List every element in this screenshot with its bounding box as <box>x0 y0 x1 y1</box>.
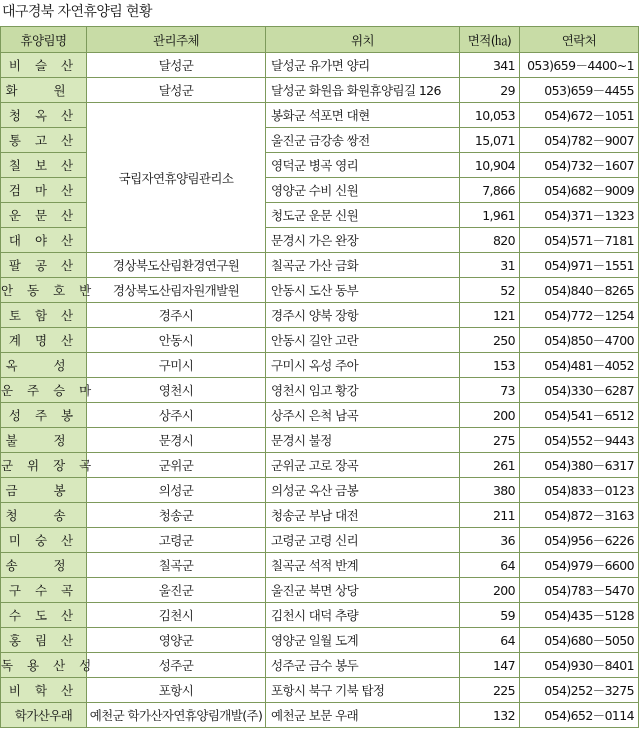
contact-number: 054)732－1607 <box>520 153 639 178</box>
managing-body: 경주시 <box>87 303 266 328</box>
area-value: 147 <box>460 653 520 678</box>
area-value: 10,904 <box>460 153 520 178</box>
contact-number: 054)330－6287 <box>520 378 639 403</box>
forest-name: 불 정 <box>1 428 87 453</box>
forest-name: 통 고 산 <box>1 128 87 153</box>
table-row <box>1 678 639 703</box>
recreation-forest-table <box>0 26 639 728</box>
managing-body: 고령군 <box>87 528 266 553</box>
contact-number: 054)481－4052 <box>520 353 639 378</box>
table-row <box>1 303 639 328</box>
location: 군위군 고로 장곡 <box>266 453 460 478</box>
area-value: 250 <box>460 328 520 353</box>
forest-name: 안 동 호 반 <box>1 278 87 303</box>
table-row <box>1 403 639 428</box>
area-value: 64 <box>460 628 520 653</box>
managing-body: 상주시 <box>87 403 266 428</box>
contact-number: 054)541－6512 <box>520 403 639 428</box>
contact-number: 054)930－8401 <box>520 653 639 678</box>
managing-body: 국립자연휴양림관리소 <box>87 103 266 253</box>
contact-number: 054)850－4700 <box>520 328 639 353</box>
area-value: 211 <box>460 503 520 528</box>
contact-number: 054)872－3163 <box>520 503 639 528</box>
contact-number: 054)772－1254 <box>520 303 639 328</box>
header-name: 휴양림명 <box>1 27 87 53</box>
contact-number: 054)380－6317 <box>520 453 639 478</box>
forest-name: 송 정 <box>1 553 87 578</box>
contact-number: 054)979－6600 <box>520 553 639 578</box>
table-row <box>1 628 639 653</box>
forest-name: 수 도 산 <box>1 603 87 628</box>
area-value: 380 <box>460 478 520 503</box>
table-row <box>1 278 639 303</box>
location: 영덕군 병곡 영리 <box>266 153 460 178</box>
table-row <box>1 253 639 278</box>
location: 안동시 도산 동부 <box>266 278 460 303</box>
area-value: 341 <box>460 53 520 78</box>
area-value: 59 <box>460 603 520 628</box>
managing-body: 구미시 <box>87 353 266 378</box>
location: 성주군 금수 봉두 <box>266 653 460 678</box>
managing-body: 안동시 <box>87 328 266 353</box>
forest-name: 팔 공 산 <box>1 253 87 278</box>
location: 칠곡군 석적 반계 <box>266 553 460 578</box>
location: 고령군 고령 신리 <box>266 528 460 553</box>
forest-name: 칠 보 산 <box>1 153 87 178</box>
forest-name: 대 야 산 <box>1 228 87 253</box>
contact-number: 053)659－4400~1 <box>520 53 639 78</box>
contact-number: 054)833－0123 <box>520 478 639 503</box>
managing-body: 문경시 <box>87 428 266 453</box>
forest-name: 금 봉 <box>1 478 87 503</box>
area-value: 36 <box>460 528 520 553</box>
table-row <box>1 553 639 578</box>
managing-body: 김천시 <box>87 603 266 628</box>
forest-name: 성 주 봉 <box>1 403 87 428</box>
location: 경주시 양북 장항 <box>266 303 460 328</box>
location: 달성군 유가면 양리 <box>266 53 460 78</box>
forest-name: 미 숭 산 <box>1 528 87 553</box>
location: 청도군 운문 신원 <box>266 203 460 228</box>
header-org: 관리주체 <box>87 27 266 53</box>
forest-name: 옥 성 <box>1 353 87 378</box>
managing-body: 청송군 <box>87 503 266 528</box>
managing-body: 울진군 <box>87 578 266 603</box>
forest-name: 구 수 곡 <box>1 578 87 603</box>
location: 구미시 옥성 주아 <box>266 353 460 378</box>
page-title: 대구경북 자연휴양림 현황 <box>2 4 152 20</box>
area-value: 121 <box>460 303 520 328</box>
table-row <box>1 653 639 678</box>
managing-body: 성주군 <box>87 653 266 678</box>
managing-body: 영양군 <box>87 628 266 653</box>
table-row <box>1 378 639 403</box>
forest-name: 운 주 승 마 <box>1 378 87 403</box>
location: 칠곡군 가산 금화 <box>266 253 460 278</box>
managing-body: 경상북도산림자원개발원 <box>87 278 266 303</box>
forest-name: 청 옥 산 <box>1 103 87 128</box>
forest-name: 홍 림 산 <box>1 628 87 653</box>
table-row <box>1 603 639 628</box>
managing-body: 군위군 <box>87 453 266 478</box>
location: 영양군 일월 도계 <box>266 628 460 653</box>
contact-number: 054)682－9009 <box>520 178 639 203</box>
forest-name: 계 명 산 <box>1 328 87 353</box>
area-value: 73 <box>460 378 520 403</box>
contact-number: 054)552－9443 <box>520 428 639 453</box>
location: 울진군 금강송 쌍전 <box>266 128 460 153</box>
area-value: 200 <box>460 403 520 428</box>
managing-body: 예천군 학가산자연휴양림개발(주) <box>87 703 266 728</box>
contact-number: 054)435－5128 <box>520 603 639 628</box>
table-row <box>1 703 639 728</box>
area-value: 31 <box>460 253 520 278</box>
location: 문경시 불정 <box>266 428 460 453</box>
managing-body: 영천시 <box>87 378 266 403</box>
forest-name: 화 원 <box>1 78 87 103</box>
location: 의성군 옥산 금봉 <box>266 478 460 503</box>
location: 영양군 수비 신원 <box>266 178 460 203</box>
contact-number: 054)840－8265 <box>520 278 639 303</box>
managing-body: 포항시 <box>87 678 266 703</box>
forest-name: 독 용 산 성 <box>1 653 87 678</box>
managing-body: 달성군 <box>87 53 266 78</box>
location: 달성군 화원읍 화원휴양림길 126 <box>266 78 460 103</box>
area-value: 225 <box>460 678 520 703</box>
forest-name: 비 학 산 <box>1 678 87 703</box>
contact-number: 054)371－1323 <box>520 203 639 228</box>
location: 김천시 대덕 추량 <box>266 603 460 628</box>
location: 안동시 길안 고란 <box>266 328 460 353</box>
forest-name: 학가산우래 <box>1 703 87 728</box>
area-value: 261 <box>460 453 520 478</box>
managing-body: 달성군 <box>87 78 266 103</box>
area-value: 29 <box>460 78 520 103</box>
forest-name: 비 슬 산 <box>1 53 87 78</box>
table-row <box>1 528 639 553</box>
area-value: 52 <box>460 278 520 303</box>
contact-number: 054)971－1551 <box>520 253 639 278</box>
table-row <box>1 478 639 503</box>
contact-number: 054)680－5050 <box>520 628 639 653</box>
location: 예천군 보문 우래 <box>266 703 460 728</box>
location: 봉화군 석포면 대현 <box>266 103 460 128</box>
table-row <box>1 503 639 528</box>
forest-name: 토 함 산 <box>1 303 87 328</box>
table-row <box>1 103 639 128</box>
managing-body: 칠곡군 <box>87 553 266 578</box>
area-value: 10,053 <box>460 103 520 128</box>
forest-name: 운 문 산 <box>1 203 87 228</box>
location: 포항시 북구 기북 탑정 <box>266 678 460 703</box>
area-value: 7,866 <box>460 178 520 203</box>
contact-number: 054)782－9007 <box>520 128 639 153</box>
location: 청송군 부남 대전 <box>266 503 460 528</box>
area-value: 820 <box>460 228 520 253</box>
table-row <box>1 328 639 353</box>
table-row <box>1 53 639 78</box>
forest-name: 검 마 산 <box>1 178 87 203</box>
header-area: 면적(㏊) <box>460 27 520 53</box>
header-contact: 연락처 <box>520 27 639 53</box>
location: 문경시 가은 완장 <box>266 228 460 253</box>
location: 영천시 임고 황강 <box>266 378 460 403</box>
forest-name: 군 위 장 곡 <box>1 453 87 478</box>
area-value: 64 <box>460 553 520 578</box>
table-row <box>1 353 639 378</box>
table-row <box>1 578 639 603</box>
area-value: 275 <box>460 428 520 453</box>
contact-number: 054)783－5470 <box>520 578 639 603</box>
managing-body: 경상북도산림환경연구원 <box>87 253 266 278</box>
contact-number: 054)571－7181 <box>520 228 639 253</box>
header-location: 위치 <box>266 27 460 53</box>
contact-number: 054)252－3275 <box>520 678 639 703</box>
table-body <box>1 53 639 728</box>
table-header-row <box>1 27 639 53</box>
location: 상주시 은척 남곡 <box>266 403 460 428</box>
managing-body: 의성군 <box>87 478 266 503</box>
area-value: 1,961 <box>460 203 520 228</box>
area-value: 200 <box>460 578 520 603</box>
contact-number: 054)672－1051 <box>520 103 639 128</box>
contact-number: 054)956－6226 <box>520 528 639 553</box>
area-value: 153 <box>460 353 520 378</box>
table-row <box>1 78 639 103</box>
table-row <box>1 453 639 478</box>
contact-number: 054)652－0114 <box>520 703 639 728</box>
contact-number: 053)659－4455 <box>520 78 639 103</box>
table-row <box>1 428 639 453</box>
area-value: 132 <box>460 703 520 728</box>
location: 울진군 북면 상당 <box>266 578 460 603</box>
area-value: 15,071 <box>460 128 520 153</box>
forest-name: 청 송 <box>1 503 87 528</box>
